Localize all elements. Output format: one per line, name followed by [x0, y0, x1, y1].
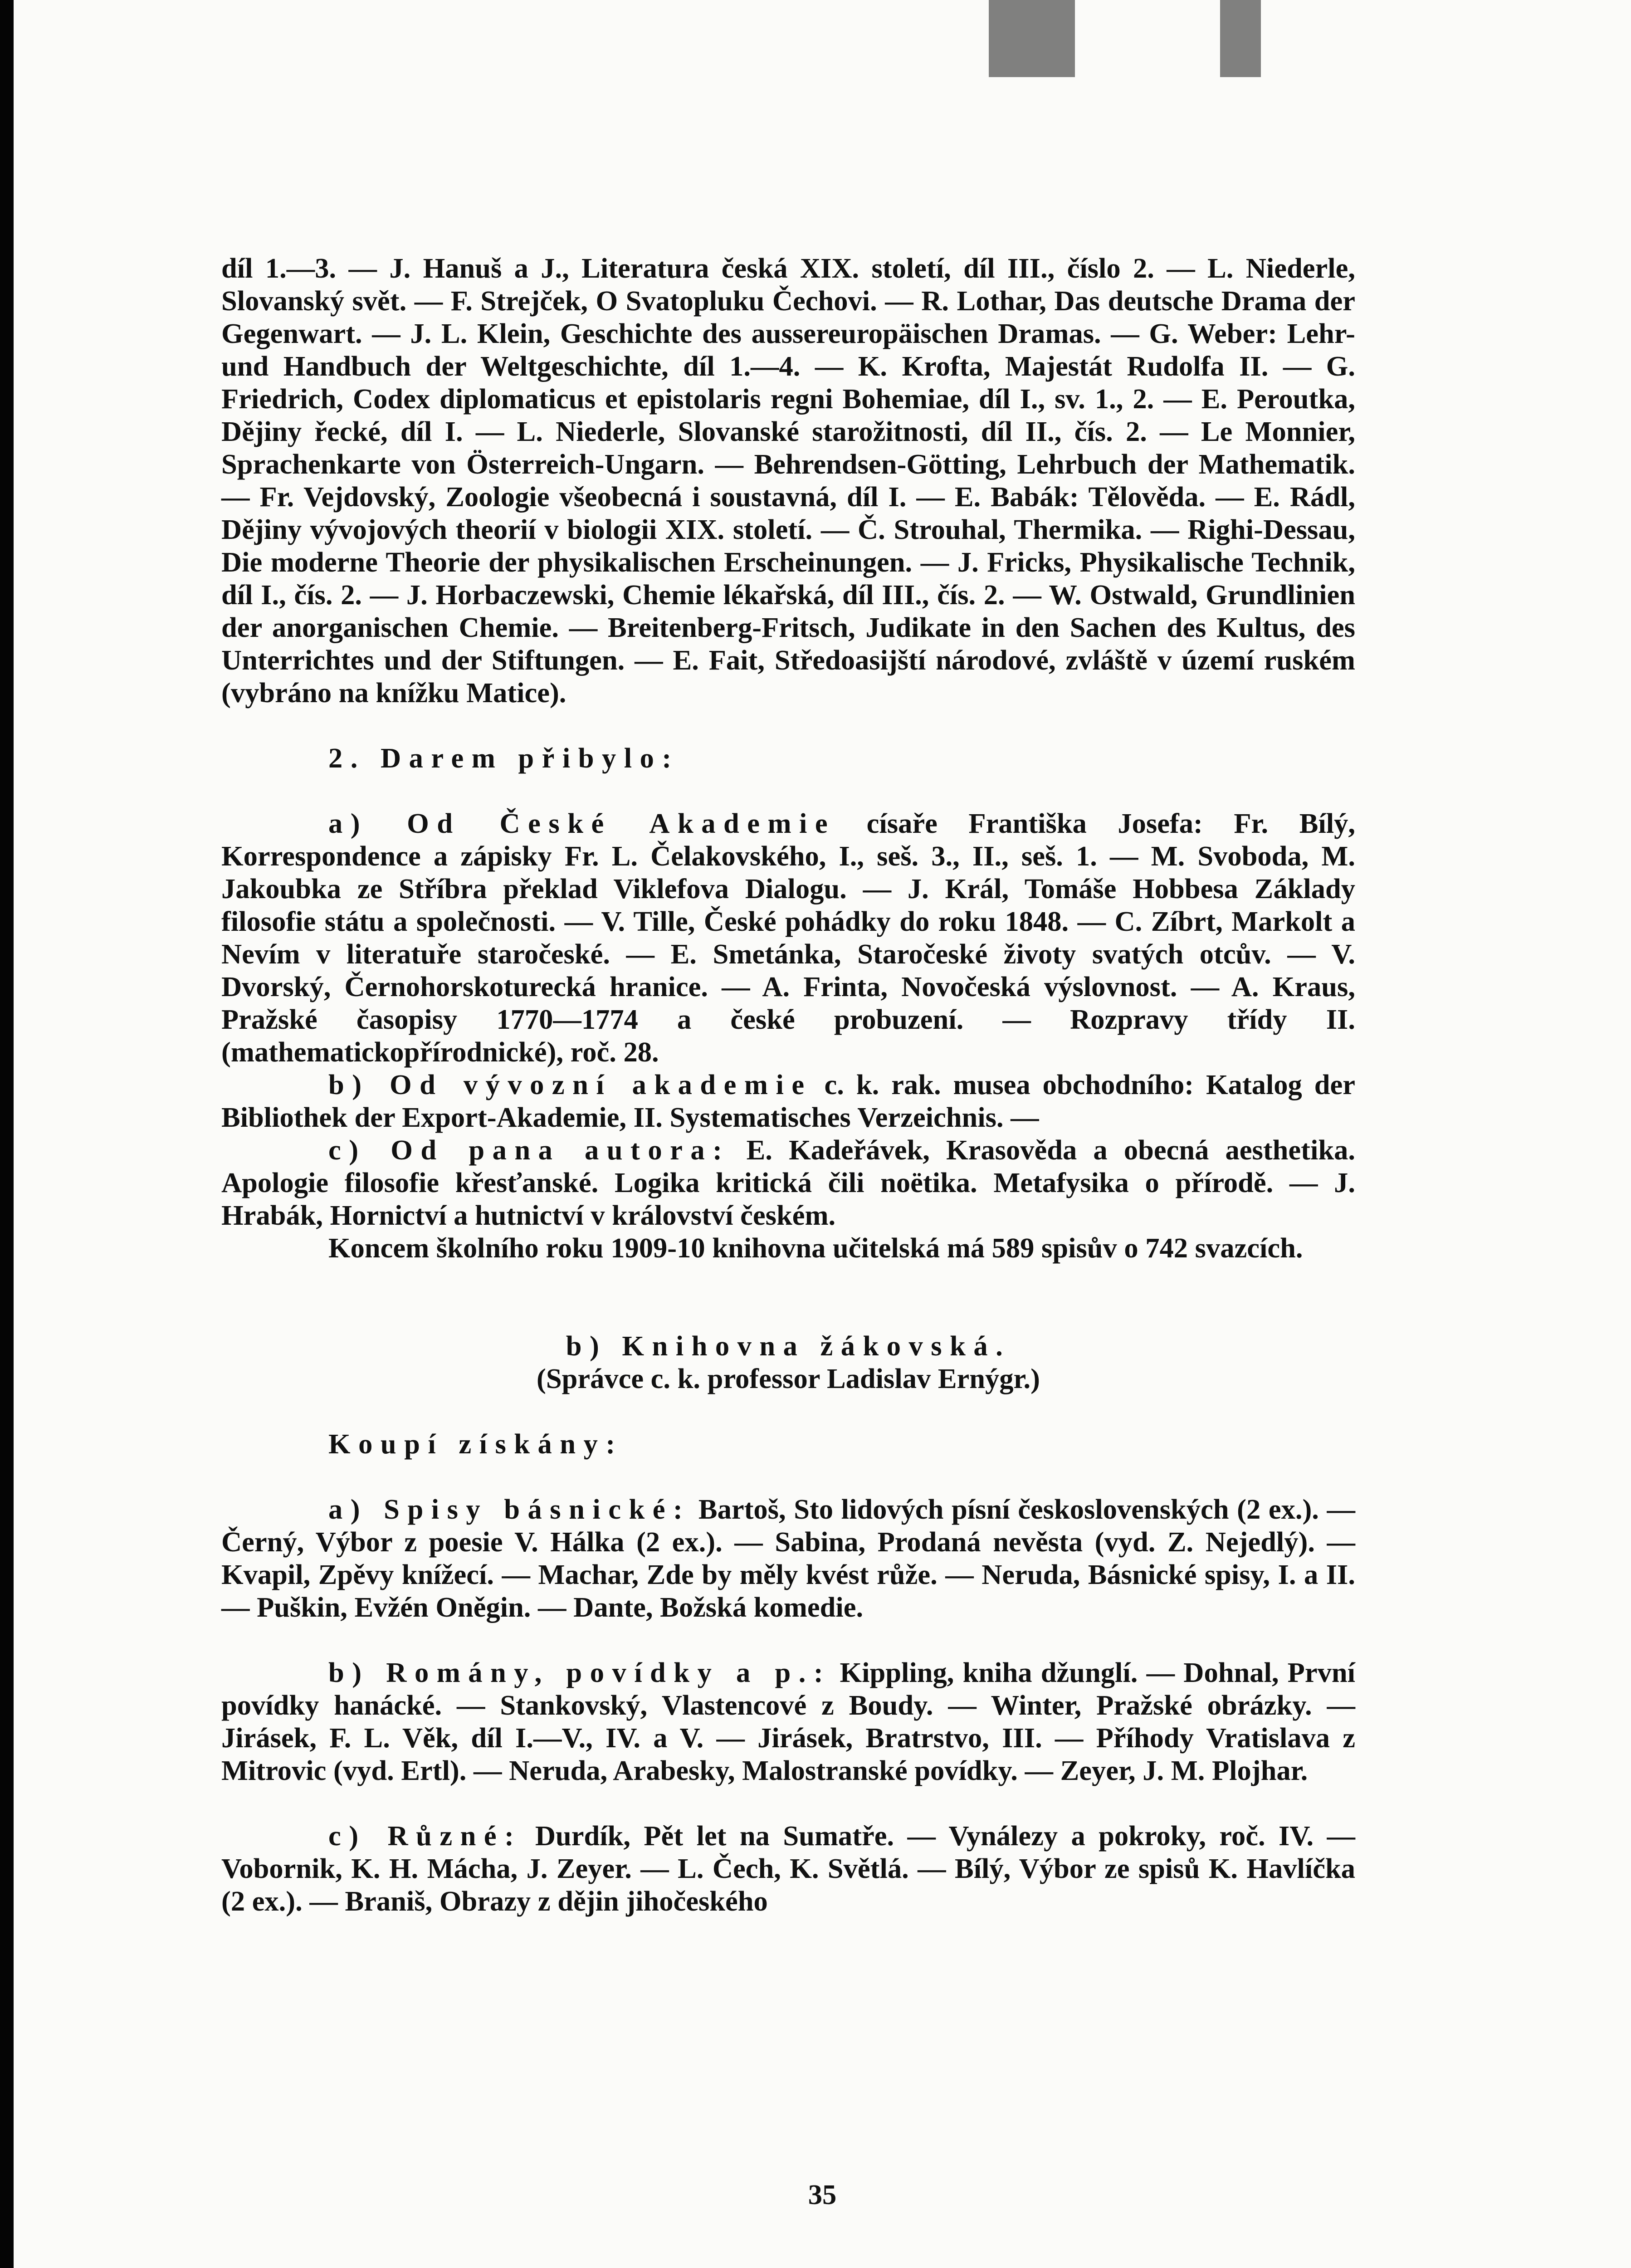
- book-page: [14, 0, 1631, 2268]
- page-number: 35: [808, 2179, 837, 2210]
- heading-donations: 2. Darem přibylo:: [328, 742, 679, 774]
- label-author: c) Od pana autora:: [328, 1134, 730, 1166]
- text-export-academy: c. k. rak. musea obchodního: Katalog der Bibliothek der Export-Akademie, II. Systematisches Verzeichnis. —: [221, 1069, 1355, 1133]
- section-subtitle: (Správce c. k. professor Ladislav Ernýgr.): [537, 1363, 1040, 1394]
- text-poetry: Bartoš, Sto lidových písní československých (2 ex.). — Černý, Výbor z poesie V. Hálka (2 ex.). — Sabina, Prodaná nevěsta (vyd. Z. Nejedlý). — Kvapil, Zpěvy knížecí. — Machar, Zde by měly kvést růže. — Neruda, Básnické spisy, I. a II. — Puškin, Evžén Oněgin. — Dante, Božská komedie.: [221, 1493, 1355, 1623]
- scan-border: [0, 0, 14, 2268]
- label-academy: a) Od České Akademie: [328, 807, 836, 839]
- paragraph-academy: [221, 807, 1355, 1068]
- paragraph-author: [221, 1134, 1355, 1232]
- label-various: c) Různé:: [328, 1820, 522, 1852]
- heading-purchases: Koupí získány:: [328, 1428, 623, 1460]
- paragraph-poetry: [221, 1493, 1355, 1623]
- label-novels: b) Romány, povídky a p.:: [328, 1657, 831, 1688]
- paragraph-novels: [221, 1656, 1355, 1787]
- section-heading: [221, 1330, 1355, 1362]
- paragraph-various: [221, 1819, 1355, 1917]
- paragraph-export-academy: [221, 1068, 1355, 1134]
- label-poetry: a) Spisy básnické:: [328, 1493, 691, 1525]
- section-title: b) Knihovna žákovská.: [566, 1330, 1011, 1362]
- scan-artifact: [1220, 0, 1261, 77]
- paragraph-book-list: díl 1.—3. — J. Hanuš a J., Literatura česká XIX. století, díl III., číslo 2. — L. Niederle, Slovanský svět. — F. Strejček, O Svatopluku Čechovi. — R. Lothar, Das deutsche Drama der Gegenwart. — J. L. Klein, Geschichte des aussereuropäischen Dramas. — G. Weber: Lehr- und Handbuch der Weltgeschichte, díl 1.—4. — K. Krofta, Majestát Rudolfa II. — G. Friedrich, Codex diplomaticus et epistolaris regni Bohemiae, díl I., sv. 1., 2. — E. Peroutka, Dějiny řecké, díl I. — L. Niederle, Slovanské starožitnosti, díl II., čís. 2. — Le Monnier, Sprachenkarte von Österreich-Ungarn. — Behrendsen-Götting, Lehrbuch der Mathematik. — Fr. Vejdovský, Zoologie všeobecná i soustavná, díl I. — E. Babák: Tělověda. — E. Rádl, Dějiny vývojových theorií v biologii XIX. století. — Č. Strouhal, Thermika. — Righi-Dessau, Die moderne Theorie der physikalischen Erscheinungen. — J. Fricks, Physikalische Technik, díl I., čís. 2. — J. Horbaczewski, Chemie lékařská, díl III., čís. 2. — W. Ostwald, Grundlinien der anorganischen Chemie. — Breitenberg-Fritsch, Judikate in den Sachen des Kultus, des Unterrichtes und der Stiftungen. — E. Fait, Středoasijští národové, zvláště v území ruském (vybráno na knížku Matice).: [221, 252, 1355, 709]
- scan-artifact: [989, 0, 1075, 77]
- label-export-academy: b) Od vývozní akademie: [328, 1069, 812, 1100]
- text-author: E. Kadeřávek, Krasověda a obecná aesthetika. Apologie filosofie křesťanské. Logika kritická čili noëtika. Metafysika o přírodě. — J. Hrabák, Hornictví a hutnictví v království českém.: [221, 1134, 1355, 1231]
- text-novels: Kippling, kniha džunglí. — Dohnal, První povídky hanácké. — Stankovský, Vlastencové z Boudy. — Winter, Pražské obrázky. — Jirásek, F. L. Věk, díl I.—V., IV. a V. — Jirásek, Bratrstvo, III. — Příhody Vratislava z Mitrovic (vyd. Ertl). — Neruda, Arabesky, Malostranské povídky. — Zeyer, J. M. Plojhar.: [221, 1657, 1355, 1786]
- text-various: Durdík, Pět let na Sumatře. — Vynálezy a pokroky, roč. IV. — Vobornik, K. H. Mácha, J. Zeyer. — L. Čech, K. Světlá. — Bílý, Výbor ze spisů K. Havlíčka (2 ex.). — Braniš, Obrazy z dějin jihočeského: [221, 1820, 1355, 1917]
- page-body: [221, 252, 1355, 1917]
- paragraph-summary: Koncem školního roku 1909-10 knihovna učitelská má 589 spisův o 742 svazcích.: [328, 1232, 1303, 1264]
- text-academy: císaře Františka Josefa: Fr. Bílý, Korrespondence a zápisky Fr. L. Čelakovského, I., seš. 3., II., seš. 1. — M. Svoboda, M. Jakoubka ze Stříbra překlad Viklefova Dialogu. — J. Král, Tomáše Hobbesa Základy filosofie státu a společnosti. — V. Tille, České pohádky do roku 1848. — C. Zíbrt, Markolt a Nevím v literatuře staročeské. — E. Smetánka, Staročeské životy svatých otcův. — V. Dvorský, Černohorskoturecká hranice. — A. Frinta, Novočeská výslovnost. — A. Kraus, Pražské časopisy 1770—1774 a české probuzení. — Rozpravy třídy II. (mathematickopřírodnické), roč. 28.: [221, 807, 1355, 1068]
